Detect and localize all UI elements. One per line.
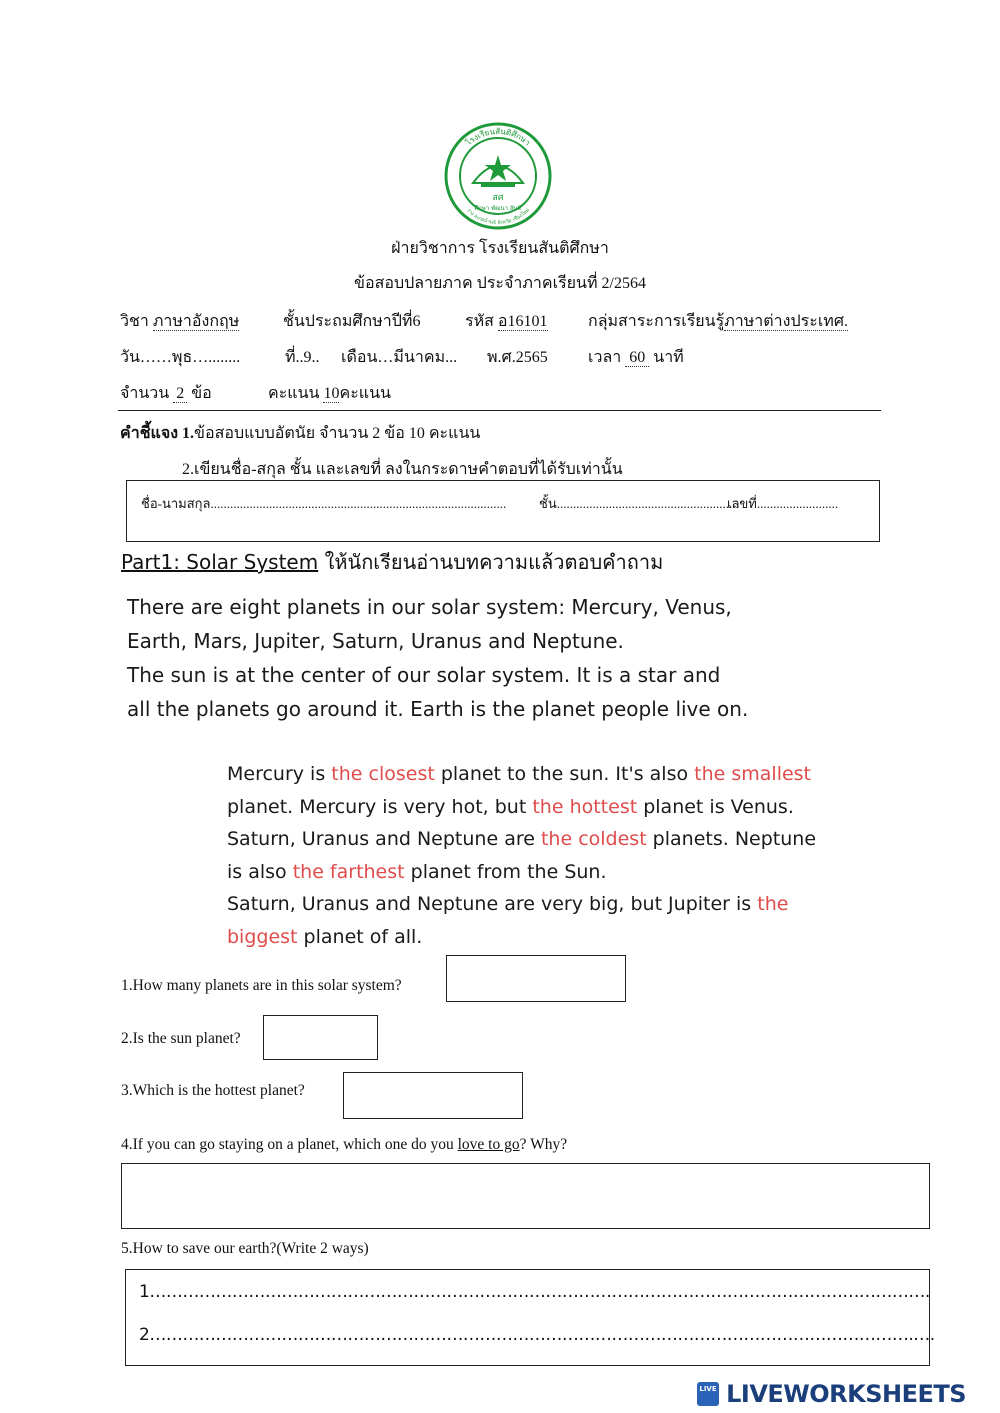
count-value: 2 <box>173 385 187 403</box>
answer-3-input[interactable] <box>343 1072 523 1119</box>
answer-2-input[interactable] <box>263 1015 378 1060</box>
part1-instruction: ให้นักเรียนอ่านบทความแล้วตอบคำถาม <box>324 550 664 574</box>
passage-superlatives <box>227 758 816 953</box>
info-row-time <box>588 345 684 370</box>
code-label: รหัส <box>465 313 494 330</box>
subject-value: ภาษาอังกฤษ <box>152 313 240 330</box>
score-unit: คะแนน <box>339 385 391 402</box>
count-label: จำนวน <box>120 385 170 402</box>
name-box <box>126 480 880 542</box>
superlative-highlight: biggest <box>227 925 298 948</box>
year-value: พ.ศ.2565 <box>487 349 548 366</box>
question-5: 5.How to save our earth?(Write 2 ways) <box>121 1240 369 1257</box>
logo-center-text: สศ <box>492 193 504 203</box>
group-label: กลุ่มสาระการเรียนรู้ <box>588 313 725 330</box>
superlative-highlight: the farthest <box>292 860 405 883</box>
liveworksheets-text: LIVEWORKSHEETS <box>726 1380 967 1408</box>
question-2: 2.Is the sun planet? <box>121 1030 241 1047</box>
question-4: 4.If you can go staying on a planet, which one do you love to go? Why? <box>121 1136 568 1153</box>
question-1: 1.How many planets are in this solar system? <box>121 977 402 994</box>
passage-line: Saturn, Uranus and Neptune are very big, but Jupiter is the <box>227 893 789 915</box>
department-title: ฝ่ายวิชาการ โรงเรียนสันติศึกษา <box>391 240 609 257</box>
group-value: ภาษาต่างประเทศ. <box>724 313 848 330</box>
info-row-day <box>120 345 240 370</box>
day-prefix: วัน…… <box>120 349 172 366</box>
answer-5-line-2[interactable]: 2………………………………………………………………………………………………………………………….…. <box>139 1325 935 1345</box>
passage-line: Earth, Mars, Jupiter, Saturn, Uranus and Neptune. <box>127 629 624 653</box>
subject-label: วิชา <box>120 313 149 330</box>
code-value: อ16101 <box>497 313 548 330</box>
class-field[interactable]: ชั้น........................................................ <box>539 496 739 511</box>
superlative-highlight: the smallest <box>694 763 812 785</box>
time-value: 60 <box>625 349 649 367</box>
liveworksheets-logo-badge: LIVE <box>697 1382 719 1406</box>
header-divider <box>118 410 881 411</box>
superlative-highlight: the <box>757 893 789 915</box>
logo-ring-top-text: โรงเรียนสันติศึกษา <box>463 126 533 148</box>
superlative-highlight: the closest <box>331 763 435 785</box>
answer-5-box <box>125 1269 935 1366</box>
exam-title: ข้อสอบปลายภาค ประจำภาคเรียนที่ 2/2564 <box>354 275 646 292</box>
logo-ring-bottom-text: ว่าง อเภอบ้านธิ จังหวัด เชียงใหม่ <box>465 207 531 227</box>
passage-line: There are eight planets in our solar system: Mercury, Venus, <box>127 595 732 619</box>
liveworksheets-watermark <box>697 1380 966 1408</box>
info-row-subject <box>120 309 239 334</box>
info-row-count <box>120 381 212 406</box>
month-prefix: เดือน… <box>341 349 394 366</box>
passage-line: biggest planet of all. <box>227 925 423 948</box>
info-row-month <box>341 345 457 370</box>
score-label: คะแนน <box>268 385 320 402</box>
info-row-date <box>285 345 320 370</box>
passage-intro <box>127 590 748 726</box>
instructions-text1: ข้อสอบแบบอัตนัย จำนวน 2 ข้อ 10 คะแนน <box>194 425 481 442</box>
passage-line: is also the farthest planet from the Sun. <box>227 860 607 883</box>
number-field[interactable]: เลขที่......................... <box>727 496 839 511</box>
time-unit: นาที <box>653 349 684 366</box>
part1-heading <box>121 546 663 578</box>
instructions-line1 <box>120 421 480 446</box>
logo-motto: ศึกษา พัฒนา สันติ <box>474 205 522 212</box>
time-label: เวลา <box>588 349 622 366</box>
part1-title: Part1: Solar System <box>121 550 319 574</box>
info-row-code <box>465 309 548 334</box>
date-prefix: ที่.. <box>285 349 304 366</box>
instructions-line2: 2.เขียนชื่อ-สกุล ชั้น และเลขที่ ลงในกระดาษคำตอบที่ได้รับเท่านั้น <box>182 461 623 478</box>
passage-line: Mercury is the closest planet to the sun. It's also the smallest <box>227 763 812 785</box>
answer-5-line-1[interactable]: 1……………………………………………………………………………………………………………………………. <box>139 1282 930 1302</box>
passage-line: all the planets go around it. Earth is the planet people live on. <box>127 697 749 721</box>
day-value: พุธ <box>171 349 193 366</box>
question-3: 3.Which is the hottest planet? <box>121 1082 305 1099</box>
month-value: มีนาคม... <box>393 349 458 366</box>
passage-line: Saturn, Uranus and Neptune are the coldest planets. Neptune <box>227 828 817 850</box>
count-unit: ข้อ <box>191 385 212 402</box>
info-row-group <box>588 309 848 334</box>
answer-1-input[interactable] <box>446 955 626 1002</box>
date-value: 9.. <box>303 349 320 366</box>
info-row-score <box>268 381 391 406</box>
question-4-underlined: love to go <box>457 1136 520 1153</box>
score-value: 10 <box>323 385 340 402</box>
superlative-highlight: the coldest <box>540 828 647 850</box>
grade-value: ชั้นประถมศึกษาปีที่6 <box>283 313 421 330</box>
instructions-label: คำชี้แจง 1. <box>120 425 195 442</box>
name-field[interactable]: ชื่อ-นามสกุล........................................................................................... <box>141 496 507 511</box>
answer-4-input[interactable] <box>121 1163 930 1229</box>
superlative-highlight: the hottest <box>532 795 638 818</box>
day-suffix: …........ <box>192 349 241 366</box>
school-logo <box>443 121 553 231</box>
passage-line: planet. Mercury is very hot, but the hottest planet is Venus. <box>227 795 794 818</box>
passage-line: The sun is at the center of our solar system. It is a star and <box>127 663 721 687</box>
